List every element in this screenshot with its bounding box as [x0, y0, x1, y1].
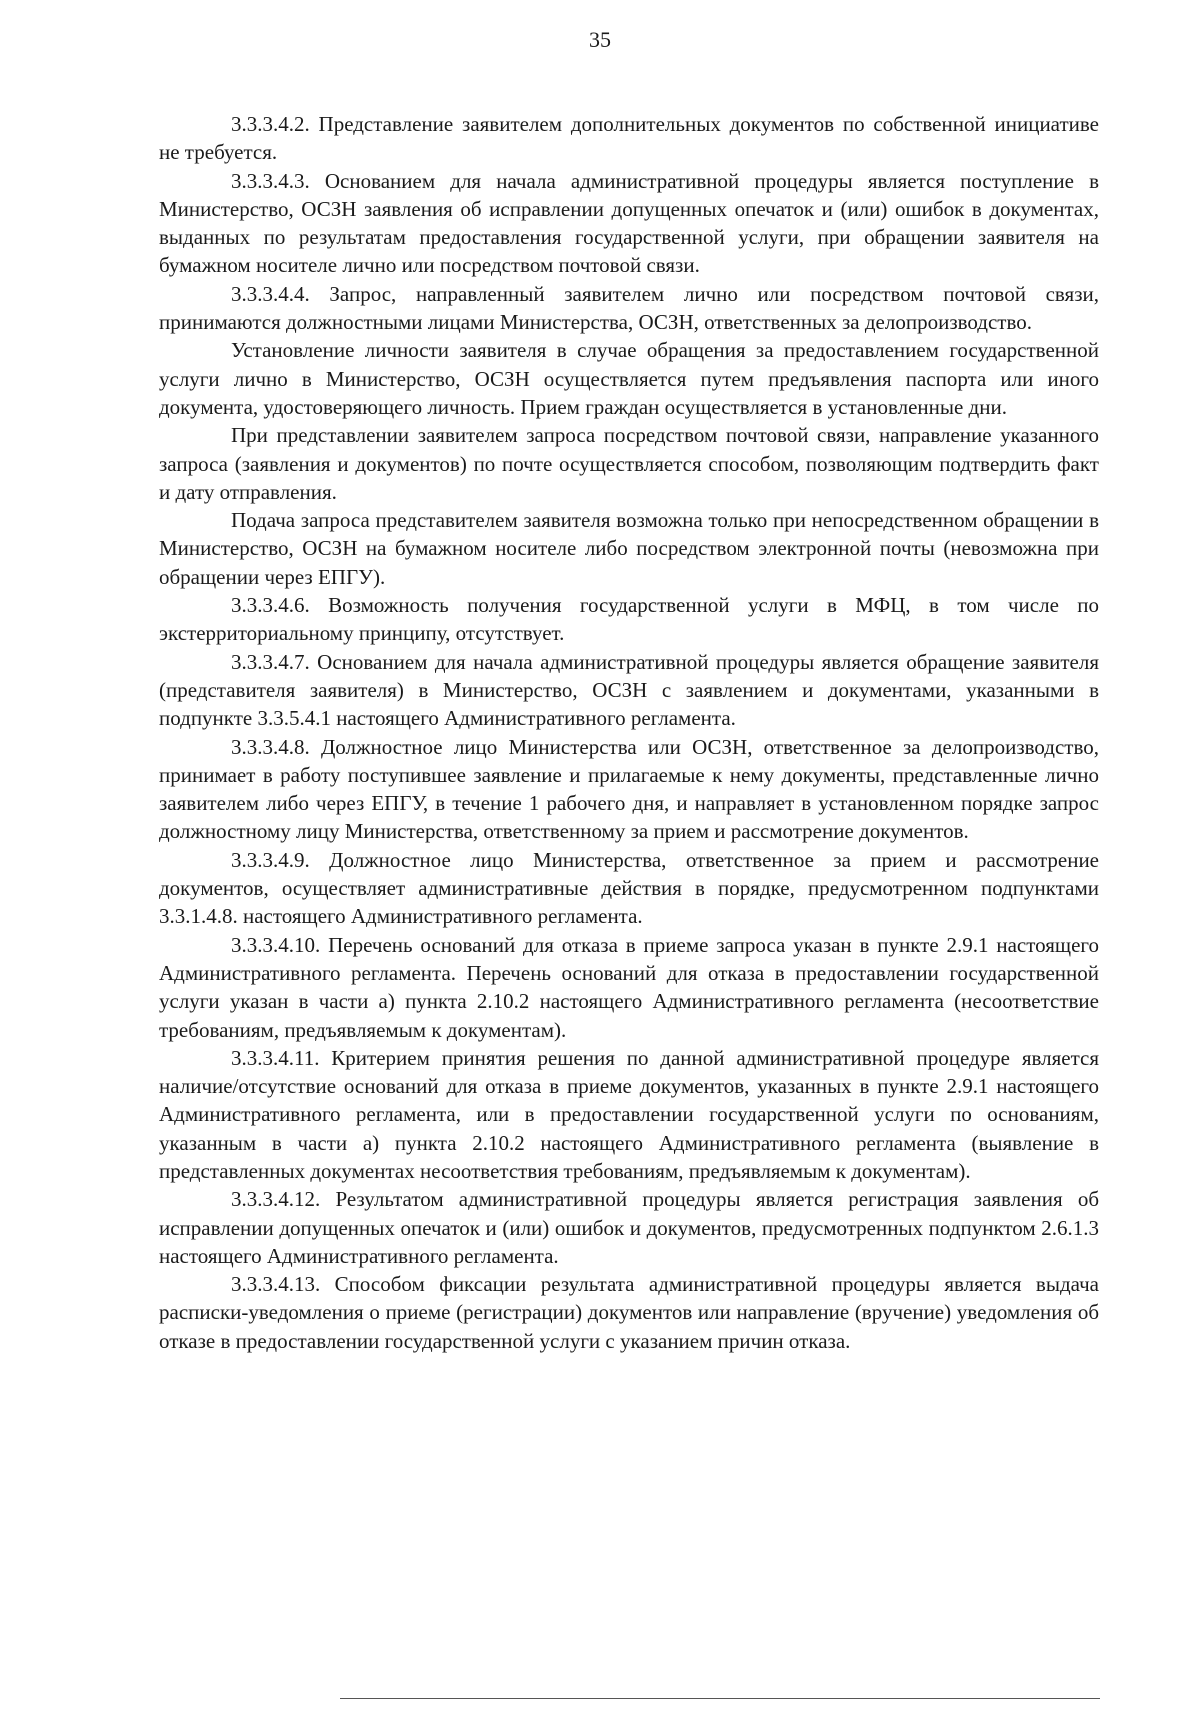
- paragraph-3-3-3-4-12: 3.3.3.4.12. Результатом административной процедуры является регистрация заявления об исправлении допущенных опечаток и (или) ошибок и документов, предусмотренных подпунктом 2.6.1.3 настоящего Административного регламента.: [159, 1187, 1099, 1268]
- paragraph-representative-submission: Подача запроса представителем заявителя возможна только при непосредственном обращении в Министерство, ОСЗН на бумажном носителе либо посредством электронной почты (невозможна при обращении через ЕПГУ).: [159, 508, 1099, 589]
- paragraph-3-3-3-4-7: 3.3.3.4.7. Основанием для начала административной процедуры является обращение заявителя (представителя заявителя) в Министерство, ОСЗН с заявлением и документами, указанными в подпункте 3.3.5.4.1 настоящего Административного регламента.: [159, 649, 1099, 731]
- paragraph-3-3-3-4-4: 3.3.3.4.4. Запрос, направленный заявителем лично или посредством почтовой связи, принимаются должностными лицами Министерства, ОСЗН, ответственных за делопроизводство.: [159, 281, 1099, 335]
- paragraph-3-3-3-4-11: 3.3.3.4.11. Критерием принятия решения по данной административной процедуре является наличие/отсутствие оснований для отказа в приеме документов, указанных в пункте 2.9.1 настоящего Административного регламента, или в предоставлении государственной услуги по основаниям, указанным в части а) пункта 2.10.2 настоящего Административного регламента (выявление в представленных документах несоответствия требованиям, предъявляемым к документам).: [159, 1045, 1099, 1183]
- paragraph-3-3-3-4-2: 3.3.3.4.2. Представление заявителем дополнительных документов по собственной инициативе не требуется.: [159, 112, 1099, 165]
- paragraph-identity-verification: Установление личности заявителя в случае обращения за предоставлением государственной услуги лично в Министерство, ОСЗН осуществляется путем предъявления паспорта или иного документа, удостоверяющего личность. Прием граждан осуществляется в установленные дни.: [159, 338, 1099, 419]
- footer-divider: [340, 1698, 1100, 1699]
- paragraph-3-3-3-4-13: 3.3.3.4.13. Способом фиксации результата административной процедуры является выдача расписки-уведомления о приеме (регистрации) документов или направление (вручение) уведомления об отказе в предоставлении государственной услуги с указанием причин отказа.: [159, 1272, 1099, 1353]
- page-number: 35: [589, 27, 611, 52]
- paragraph-postal-submission: При представлении заявителем запроса посредством почтовой связи, направление указанного запроса (заявления и документов) по почте осуществляется способом, позволяющим подтвердить факт и дату отправления.: [159, 423, 1099, 504]
- paragraph-3-3-3-4-10: 3.3.3.4.10. Перечень оснований для отказа в приеме запроса указан в пункте 2.9.1 настоящего Административного регламента. Перечень оснований для отказа в предоставлении государственной услуги указан в части а) пункта 2.10.2 настоящего Административного регламента (несоответствие требованиям, предъявляемым к документам).: [159, 932, 1099, 1042]
- paragraph-3-3-3-4-3: 3.3.3.4.3. Основанием для начала административной процедуры является поступление в Министерство, ОСЗН заявления об исправлении допущенных опечаток и (или) ошибок в документах, выданных по результатам предоставления государственной услуги, при обращении заявителя на бумажном носителе лично или посредством почтовой связи.: [159, 168, 1099, 278]
- document-body: [159, 110, 1099, 1355]
- paragraph-3-3-3-4-8: 3.3.3.4.8. Должностное лицо Министерства или ОСЗН, ответственное за делопроизводство, принимает в работу поступившее заявление и прилагаемые к нему документы, представленные лично заявителем либо через ЕПГУ, в течение 1 рабочего дня, и направляет в установленном порядке запрос должностному лицу Министерства, ответственному за прием и рассмотрение документов.: [159, 734, 1099, 844]
- paragraph-3-3-3-4-6: 3.3.3.4.6. Возможность получения государственной услуги в МФЦ, в том числе по экстерриториальному принципу, отсутствует.: [159, 593, 1099, 646]
- paragraph-3-3-3-4-9: 3.3.3.4.9. Должностное лицо Министерства, ответственное за прием и рассмотрение документов, осуществляет административные действия в порядке, предусмотренном подпунктами 3.3.1.4.8. настоящего Административного регламента.: [159, 847, 1099, 929]
